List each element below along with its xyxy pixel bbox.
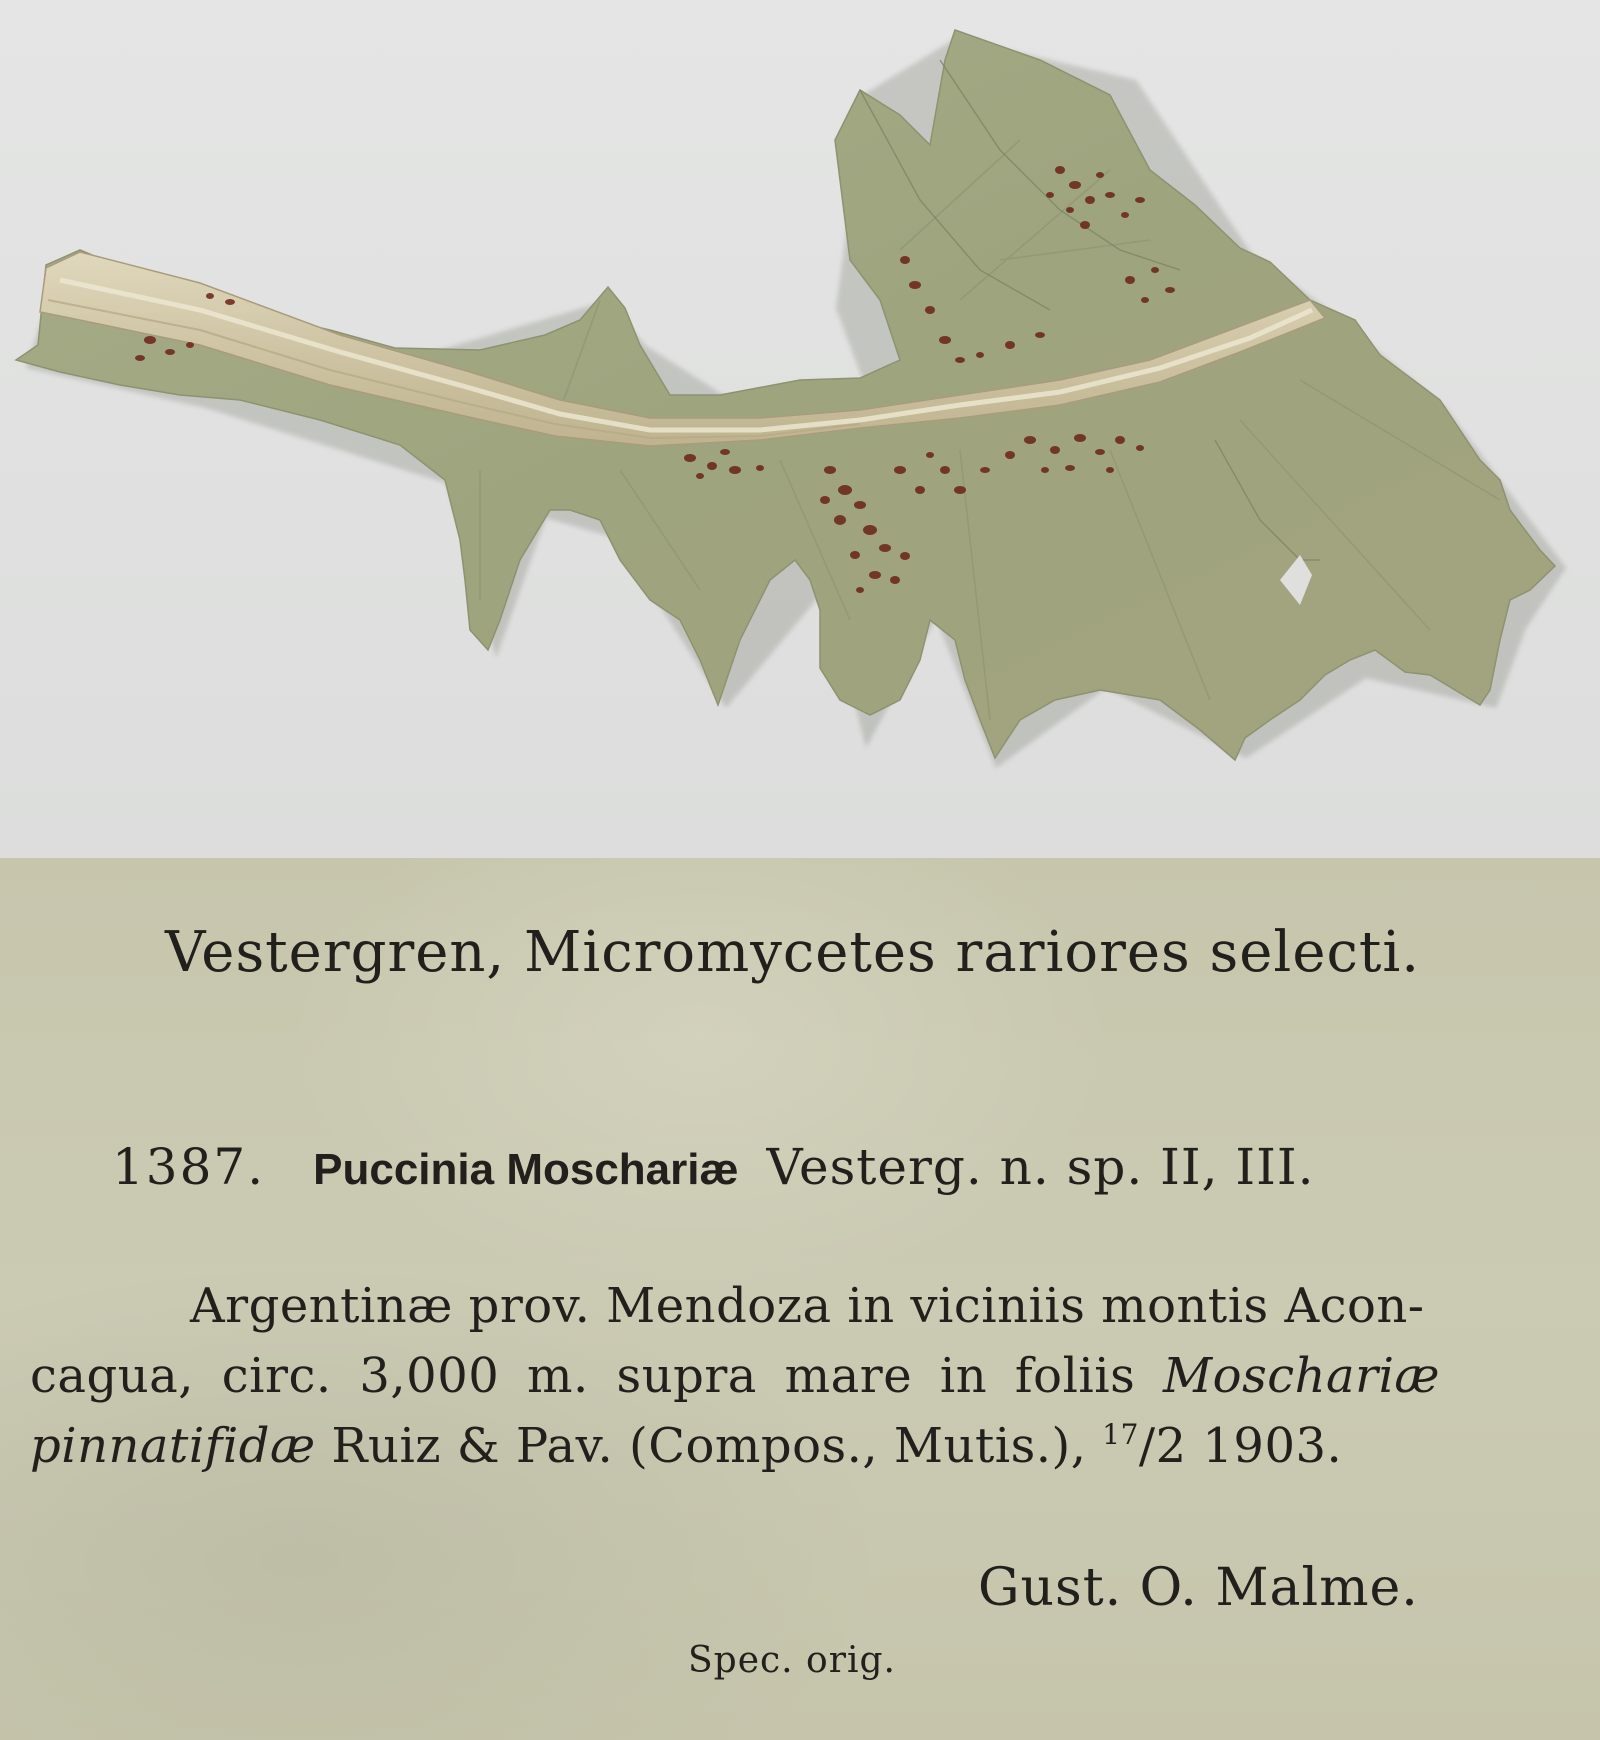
collector-name: Gust. O. Malme. (978, 1558, 1419, 1618)
leaf-blade (16, 30, 1555, 760)
entry-line (112, 1138, 1315, 1196)
description-text: cagua, circ. 3,000 m. supra mare in foliis (30, 1348, 1164, 1404)
description-line-2 (30, 1348, 1440, 1404)
series-title: Vestergren, Micromycetes rariores selecti. (165, 920, 1421, 985)
pressed-leaf-image (0, 0, 1600, 858)
entry-number: 1387. (112, 1138, 266, 1196)
description-line-3 (30, 1418, 1342, 1474)
specimen-note: Spec. orig. (688, 1640, 896, 1681)
herbarium-label (0, 858, 1600, 1740)
description-text: Ruiz & Pav. (Compos., Mutis.), (315, 1418, 1103, 1474)
species-name: Puccinia Moschariæ (313, 1145, 739, 1194)
species-author-status: Vesterg. n. sp. II, III. (766, 1138, 1315, 1196)
specimen-photo (0, 0, 1600, 858)
host-epithet: pinnatifidæ (30, 1418, 316, 1474)
date-rest: /2 1903. (1138, 1418, 1343, 1474)
host-genus: Moschariæ (1163, 1348, 1441, 1404)
date-day: 17 (1102, 1418, 1139, 1451)
description-line-1: Argentinæ prov. Mendoza in viciniis montis Acon- (190, 1278, 1425, 1334)
